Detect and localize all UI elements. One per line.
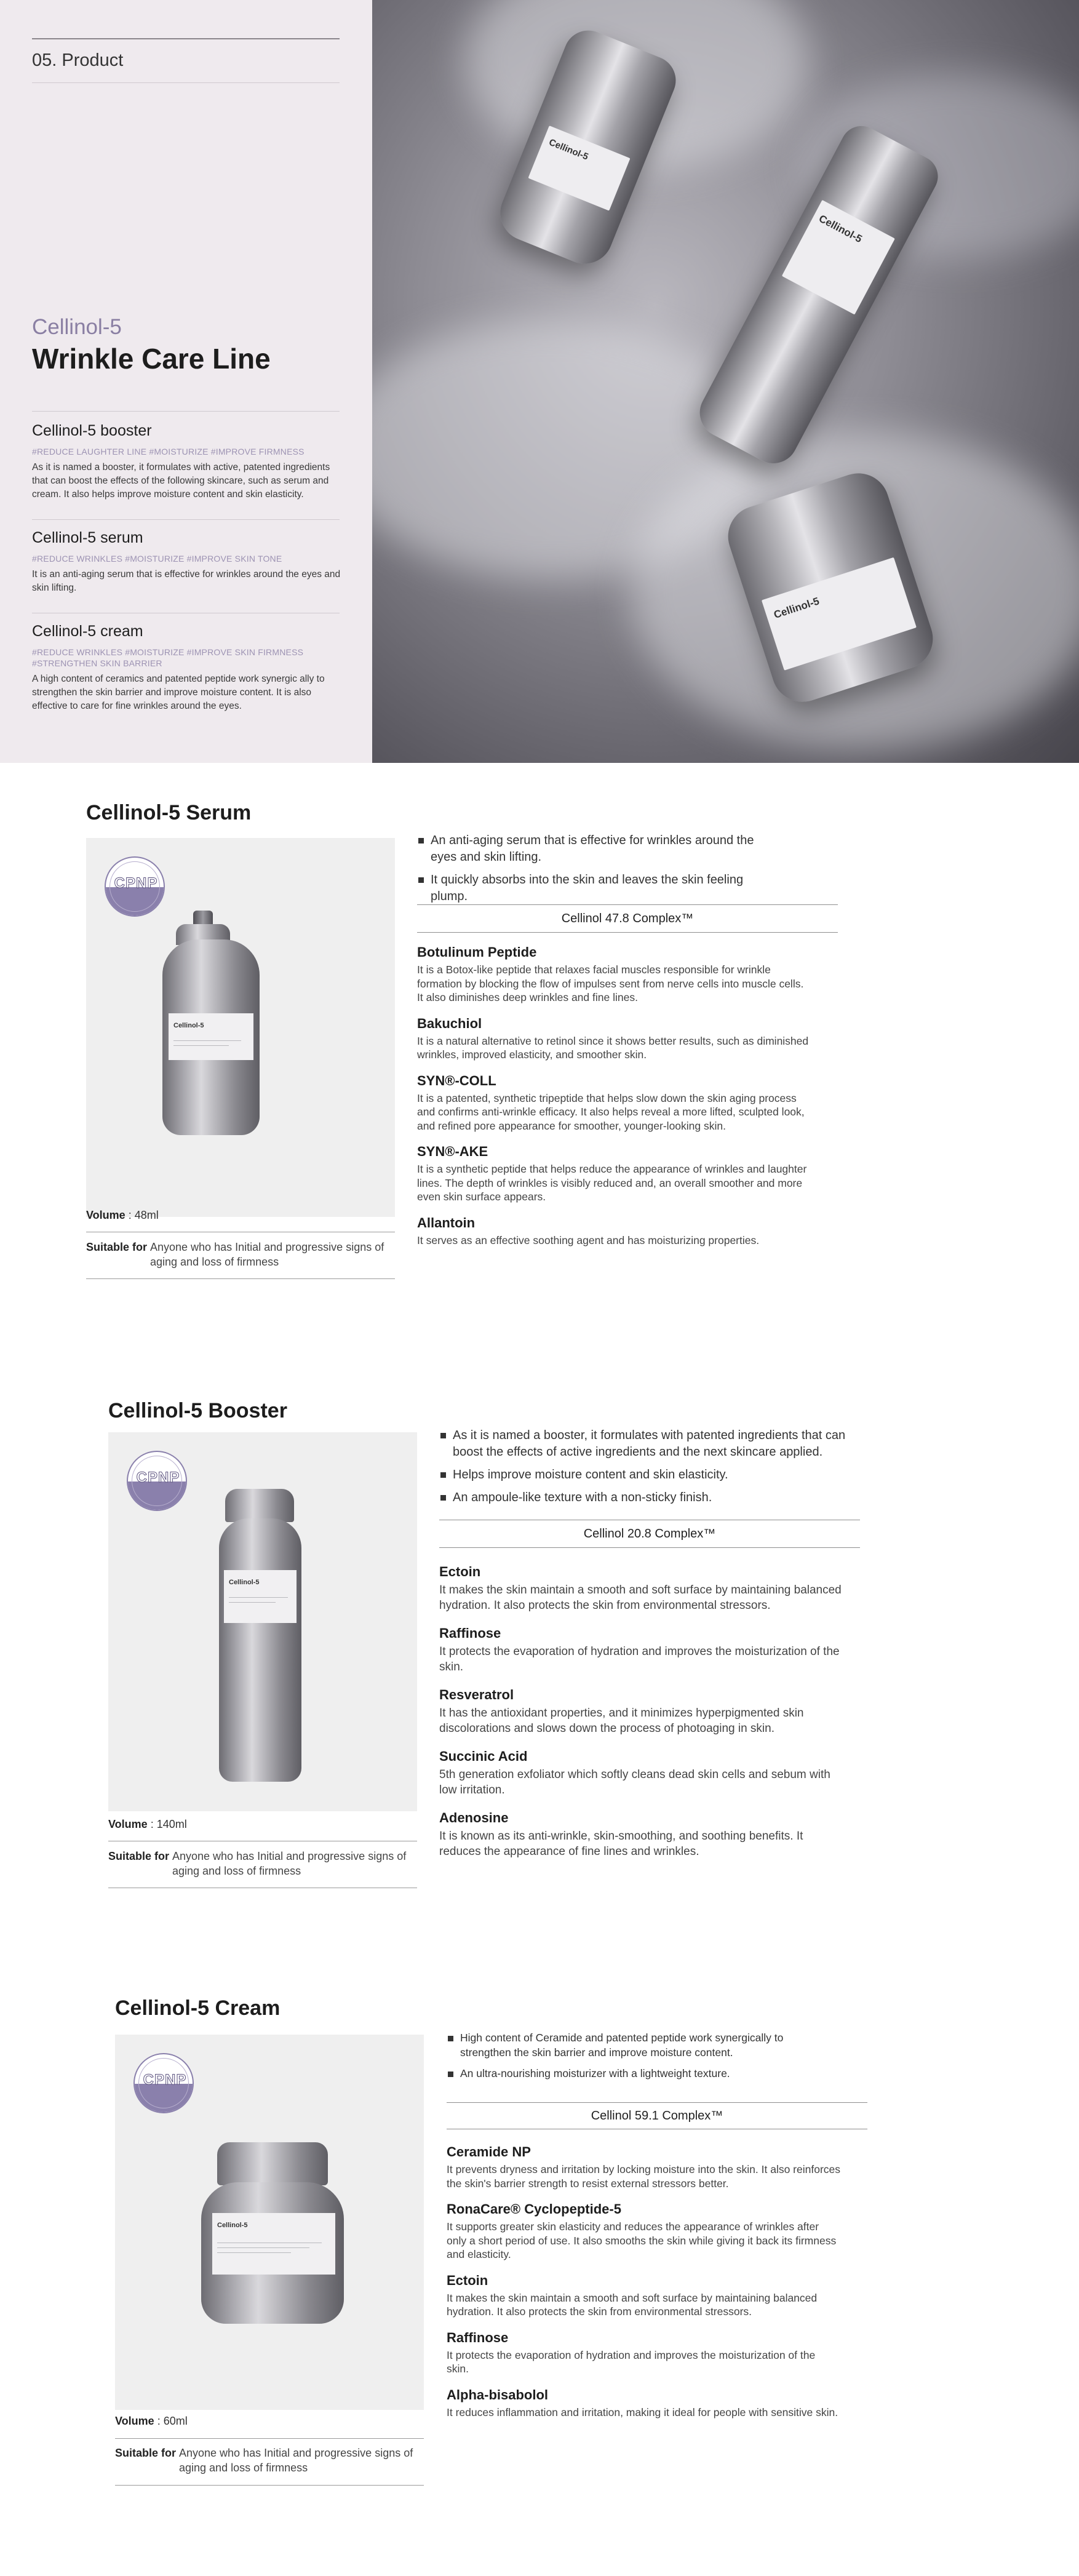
ingredient-name: Raffinose xyxy=(439,1625,501,1641)
product-name: Cellinol-5 cream xyxy=(32,623,143,640)
section-title: Cellinol-5 Booster xyxy=(108,1399,287,1422)
ingredient-name: SYN®-AKE xyxy=(417,1144,488,1159)
hero-product-booster xyxy=(32,422,343,501)
complex-heading: Cellinol 20.8 Complex™ xyxy=(439,1520,860,1548)
ingredient-list xyxy=(447,2144,840,2430)
list-item: As it is named a booster, it formulates with patented ingredients that can boost the effects of active ingredients and the next skincare applied. xyxy=(439,1427,858,1461)
complex-heading: Cellinol 47.8 Complex™ xyxy=(417,904,838,933)
divider xyxy=(32,38,340,39)
ingredient-list xyxy=(417,944,811,1258)
product-tags: #REDUCE WRINKLES #MOISTURIZE #IMPROVE SKIN FIRMNESS #STRENGTHEN SKIN BARRIER xyxy=(32,647,304,668)
ingredient-description: It is known as its anti-wrinkle, skin-smoothing, and soothing benefits. It reduces the appearance of fine lines and wrinkles. xyxy=(439,1830,803,1858)
ingredient-description: It is a patented, synthetic tripeptide that helps slow down the skin aging process and confirms anti-wrinkle efficacy. It also helps reveal a more lifted, sculpted look, and refined pore appearance for smoother, younger-looking skin. xyxy=(417,1091,805,1132)
hero-text-panel xyxy=(0,0,372,763)
list-item xyxy=(439,1687,845,1736)
divider xyxy=(32,411,340,412)
cream-jar: Cellinol-5 xyxy=(201,2182,344,2324)
ingredient-name: Succinic Acid xyxy=(439,1749,528,1764)
list-item xyxy=(447,2330,840,2376)
cream-product-image xyxy=(115,2035,424,2410)
suitable-for: Suitable for Anyone who has Initial and progressive signs of aging and loss of firmness xyxy=(86,1241,384,1268)
jar-lid-icon xyxy=(217,2142,328,2185)
serum-product-image xyxy=(86,838,395,1217)
product-name: Cellinol-5 booster xyxy=(32,422,152,439)
list-item xyxy=(447,2387,840,2420)
benefit-list xyxy=(439,1427,858,1512)
product-description: As it is named a booster, it formulates with active, patented ingredients that can boost the effects of the following skincare, such as serum and cream. It also helps improve moisture content and skin elasticity. xyxy=(32,462,330,500)
volume: Volume : 140ml xyxy=(108,1818,187,1830)
list-item xyxy=(417,1215,811,1248)
line-subtitle: Cellinol-5 xyxy=(32,315,122,339)
ingredient-name: Bakuchiol xyxy=(417,1015,482,1031)
serum-bottle: Cellinol-5 xyxy=(162,939,260,1135)
booster-product-image xyxy=(108,1432,417,1811)
serum-bottle-photo: Cellinol-5 xyxy=(492,23,683,273)
ingredient-name: Ectoin xyxy=(439,1564,481,1579)
hero-product-cream xyxy=(32,623,343,713)
ingredient-name: Alpha-bisabolol xyxy=(447,2387,548,2403)
divider xyxy=(86,1278,395,1279)
list-item: Helps improve moisture content and skin elasticity. xyxy=(439,1467,858,1483)
list-item xyxy=(439,1625,845,1675)
ingredient-description: It is a synthetic peptide that helps reduce the appearance of wrinkles and laughter lines. The depth of wrinkles is visibly reduced and, an overall smoother and more even skin surface appears. xyxy=(417,1163,807,1203)
section-title: Cellinol-5 Cream xyxy=(115,1996,281,2020)
ingredient-name: RonaCare® Cyclopeptide-5 xyxy=(447,2201,621,2217)
benefit-list xyxy=(447,2030,828,2087)
cpnp-badge-icon: CPNP xyxy=(133,2053,194,2113)
list-item xyxy=(439,1564,845,1613)
list-item: It quickly absorbs into the skin and leaves the skin feeling plump. xyxy=(417,872,762,905)
product-tags: #REDUCE WRINKLES #MOISTURIZE #IMPROVE SKIN TONE xyxy=(32,554,282,564)
list-item xyxy=(439,1749,845,1798)
list-item: An ampoule-like texture with a non-sticky finish. xyxy=(439,1489,858,1506)
ingredient-description: It serves as an effective soothing agent and has moisturizing properties. xyxy=(417,1234,760,1246)
ingredient-description: It reduces inflammation and irritation, making it ideal for people with sensitive skin. xyxy=(447,2406,838,2418)
list-item xyxy=(417,944,811,1005)
divider xyxy=(32,82,340,83)
ingredient-name: Adenosine xyxy=(439,1810,509,1825)
list-item xyxy=(439,1810,845,1859)
ingredient-description: 5th generation exfoliator which softly cleans dead skin cells and sebum with low irritation. xyxy=(439,1768,830,1796)
cpnp-badge-icon: CPNP xyxy=(105,856,165,917)
list-item xyxy=(417,1016,811,1062)
ingredient-description: It protects the evaporation of hydration and improves the moisturization of the skin. xyxy=(439,1645,840,1673)
list-item xyxy=(447,2144,840,2190)
ingredient-name: SYN®-COLL xyxy=(417,1072,496,1088)
suitable-for: Suitable for Anyone who has Initial and progressive signs of aging and loss of firmness xyxy=(108,1850,407,1877)
bottle-cap-icon xyxy=(225,1489,294,1522)
ingredient-name: Botulinum Peptide xyxy=(417,944,537,960)
booster-bottle-photo: Cellinol-5 xyxy=(691,119,945,472)
list-item: An anti-aging serum that is effective for wrinkles around the eyes and skin lifting. xyxy=(417,832,762,866)
list-item xyxy=(447,2273,840,2319)
ingredient-description: It prevents dryness and irritation by locking moisture into the skin. It also reinforces the skin's barrier strength to resist external stressors better. xyxy=(447,2163,841,2190)
cream-jar-photo: Cellinol-5 xyxy=(720,465,941,709)
divider xyxy=(115,2485,424,2486)
ingredient-description: It is a Botox-like peptide that relaxes facial muscles responsible for wrinkle formation by blocking the flow of impulses sent from nerve cells into muscle cells. It also diminishes deep wrinkles and fine lines. xyxy=(417,963,804,1003)
product-description: A high content of ceramics and patented peptide work synergic ally to strengthen the skin barrier and improve moisture content. It is also effective to care for fine wrinkles around the eyes. xyxy=(32,674,325,711)
ingredient-name: Resveratrol xyxy=(439,1687,514,1702)
cream-section xyxy=(0,1978,1079,2544)
divider xyxy=(115,2438,424,2439)
list-item xyxy=(417,1073,811,1133)
list-item: High content of Ceramide and patented peptide work synergically to strengthen the skin barrier and improve moisture content. xyxy=(447,2030,828,2060)
section-title: Cellinol-5 Serum xyxy=(86,801,252,824)
divider xyxy=(32,519,340,520)
ingredient-name: Raffinose xyxy=(447,2329,509,2345)
ingredient-name: Ceramide NP xyxy=(447,2144,531,2159)
product-description: It is an anti-aging serum that is effective for wrinkles around the eyes and skin lifting. xyxy=(32,569,341,593)
ingredient-description: It makes the skin maintain a smooth and soft surface by maintaining balanced hydration. It also protects the skin from environmental stressors. xyxy=(447,2291,818,2318)
ingredient-description: It has the antioxidant properties, and it minimizes hyperpigmented skin discolorations and slows down the process of photoaging in skin. xyxy=(439,1707,804,1735)
benefit-list xyxy=(417,832,762,911)
booster-bottle: Cellinol-5 xyxy=(219,1518,301,1782)
section-label: 05. Product xyxy=(32,50,124,70)
line-title: Wrinkle Care Line xyxy=(32,343,271,375)
booster-section xyxy=(0,1372,1079,1926)
volume: Volume : 48ml xyxy=(86,1209,159,1221)
product-tags: #REDUCE LAUGHTER LINE #MOISTURIZE #IMPROVE FIRMNESS xyxy=(32,447,305,457)
complex-heading: Cellinol 59.1 Complex™ xyxy=(447,2102,867,2129)
volume: Volume : 60ml xyxy=(115,2415,188,2427)
ingredient-description: It protects the evaporation of hydration and improves the moisturization of the skin. xyxy=(447,2348,816,2375)
ingredient-name: Allantoin xyxy=(417,1214,476,1230)
list-item xyxy=(447,2201,840,2262)
product-name: Cellinol-5 serum xyxy=(32,529,143,546)
ingredient-name: Ectoin xyxy=(447,2272,488,2288)
hero-section xyxy=(0,0,1079,763)
serum-section xyxy=(0,763,1079,1317)
suitable-for: Suitable for Anyone who has Initial and progressive signs of aging and loss of firmness xyxy=(115,2447,413,2474)
list-item xyxy=(417,1144,811,1204)
ingredient-description: It supports greater skin elasticity and reduces the appearance of wrinkles after only a short period of use. It also smooths the skin while giving it back its firmness and elasticity. xyxy=(447,2220,837,2260)
hero-product-serum xyxy=(32,529,343,595)
hero-product-photo xyxy=(372,0,1079,763)
ingredient-list xyxy=(439,1564,845,1872)
cpnp-badge-icon: CPNP xyxy=(127,1451,187,1511)
list-item: An ultra-nourishing moisturizer with a lightweight texture. xyxy=(447,2066,828,2081)
ingredient-description: It is a natural alternative to retinol since it shows better results, such as diminished wrinkles, improved elasticity, and smoother skin. xyxy=(417,1034,809,1061)
ingredient-description: It makes the skin maintain a smooth and soft surface by maintaining balanced hydration. It also protects the skin from environmental stressors. xyxy=(439,1584,842,1612)
